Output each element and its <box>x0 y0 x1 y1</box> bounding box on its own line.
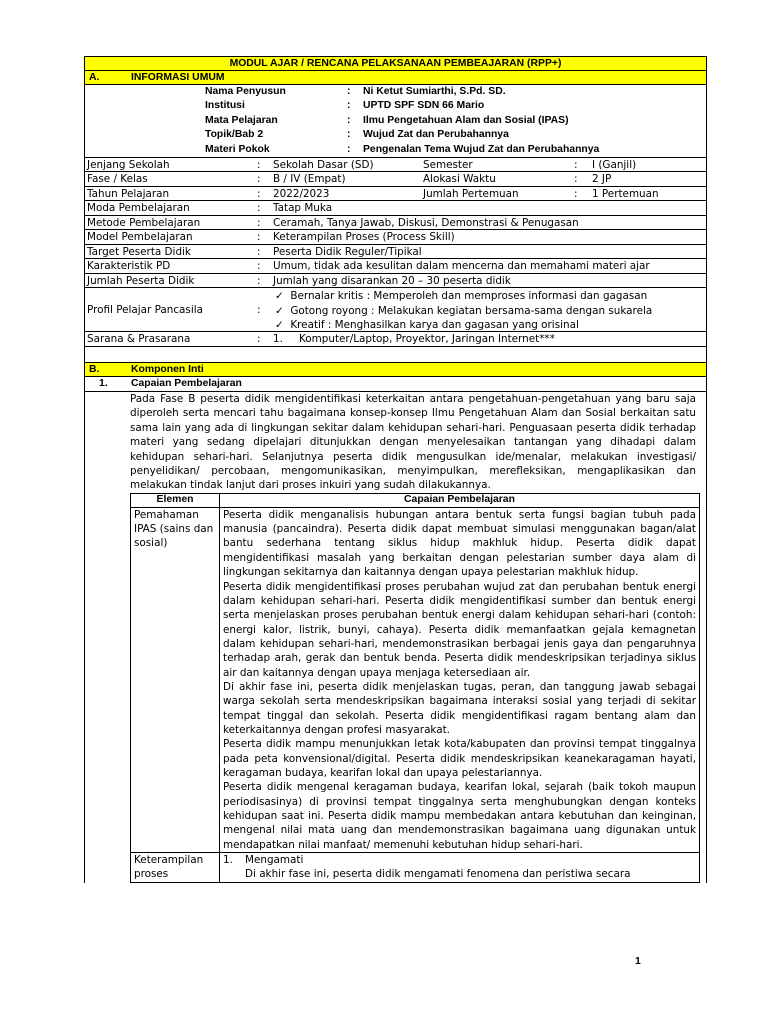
separator: : <box>257 216 261 229</box>
identity-key: Nama Penyusun <box>205 86 286 97</box>
table-row <box>131 507 700 852</box>
profil-item <box>273 289 706 303</box>
capaian-paragraph: Peserta didik mampu menunjukkan letak kota/kabupaten dan provinsi tempat tinggalnya pada peta konvensional/digital. Peserta didik mendeskripsikan keanekaragaman hayati, keragaman budaya, kearifan lokal dan upaya pelestariannya. <box>223 738 696 779</box>
info-key: Tahun Pelajaran <box>87 187 170 200</box>
separator: : <box>574 187 578 200</box>
identity-value: Ni Ketut Sumiarthi, S.Pd. SD. <box>363 86 506 97</box>
section-a-label: INFORMASI UMUM <box>131 72 225 83</box>
section-a-header <box>84 71 707 85</box>
capaian-cell <box>220 507 700 852</box>
identity-key: Institusi <box>205 100 245 112</box>
separator: : <box>257 231 261 244</box>
identity-row <box>85 128 706 142</box>
separator: : <box>347 114 351 126</box>
separator: : <box>257 158 261 171</box>
info-row <box>84 158 707 173</box>
info-value: Peserta Didik Reguler/Tipikal <box>273 245 422 258</box>
identity-key: Mata Pelajaran <box>205 114 278 126</box>
identity-value: Pengenalan Tema Wujud Zat dan Perubahannya <box>363 143 600 155</box>
column-header-elemen: Elemen <box>131 493 220 507</box>
spacer-row <box>84 347 707 363</box>
info-key: Fase / Kelas <box>87 173 148 186</box>
separator: : <box>347 86 351 97</box>
section-b-number: B. <box>89 363 100 375</box>
list-item <box>223 853 696 867</box>
info-key: Jumlah Pertemuan <box>423 187 519 200</box>
table-header-row <box>131 493 700 507</box>
profil-pelajar-row <box>84 288 707 332</box>
list-number: 1. <box>273 333 283 346</box>
separator: : <box>257 303 261 316</box>
list-number: 1. <box>223 854 233 867</box>
info-value: Sekolah Dasar (SD) <box>273 158 374 171</box>
separator: : <box>257 274 261 287</box>
capaian-paragraph: Peserta didik menganalisis hubungan antara bentuk serta fungsi bagian tubuh pada manusia (pancaindra). Peserta didik dapat membuat simulasi menggunakan bagan/alat bantu sederhana tentang siklus hidup makhluk hidup. Peserta didik dapat mengidentifikasi masalah yang berkaitan dengan pelestarian sumber daya alam di lingkungan sekitarnya dan kaitannya dengan upaya pelestarian makhluk hidup. <box>223 508 696 579</box>
info-value: Tatap Muka <box>273 202 333 215</box>
identity-block <box>84 85 707 158</box>
info-value: 2022/2023 <box>273 187 330 200</box>
info-row <box>84 201 707 216</box>
checkmark-icon: ✓ <box>275 290 284 303</box>
profil-text: Gotong royong : Melakukan kegiatan bersama-sama dengan sukarela <box>290 304 653 317</box>
capaian-table <box>130 493 700 883</box>
info-key: Alokasi Waktu <box>423 173 496 186</box>
info-key: Metode Pembelajaran <box>87 216 201 229</box>
profil-item <box>273 318 706 332</box>
elemen-cell: Keterampilan proses <box>131 853 220 883</box>
separator: : <box>574 158 578 171</box>
column-header-capaian: Capaian Pembelajaran <box>220 493 700 507</box>
separator: : <box>574 173 578 186</box>
info-key: Profil Pelajar Pancasila <box>87 303 203 316</box>
document <box>84 56 707 883</box>
section-a-number: A. <box>89 72 100 83</box>
identity-row <box>85 143 706 157</box>
separator: : <box>257 173 261 186</box>
identity-value: Ilmu Pengetahuan Alam dan Sosial (IPAS) <box>363 114 569 126</box>
info-key: Sarana & Prasarana <box>87 333 191 346</box>
elemen-cell: Pemahaman IPAS (sains dan sosial) <box>131 507 220 852</box>
info-value: Komputer/Laptop, Proyektor, Jaringan Internet*** <box>299 333 555 346</box>
identity-row <box>85 114 706 128</box>
section-b-header <box>84 363 707 377</box>
checkmark-icon: ✓ <box>275 319 284 332</box>
info-row <box>84 274 707 289</box>
capaian-body <box>84 392 707 883</box>
info-value: Ceramah, Tanya Jawab, Diskusi, Demonstrasi & Penugasan <box>273 216 579 229</box>
profil-item <box>273 304 706 318</box>
list-text: Di akhir fase ini, peserta didik mengamati fenomena dan peristiwa secara <box>245 868 631 881</box>
info-value: 2 JP <box>592 173 612 186</box>
info-key: Jumlah Peserta Didik <box>87 274 195 287</box>
document-title: MODUL AJAR / RENCANA PELAKSANAAN PEMBEAJARAN (RPP+) <box>84 57 707 71</box>
info-value: 1 Pertemuan <box>592 187 659 200</box>
separator: : <box>257 187 261 200</box>
list-label: Mengamati <box>245 854 304 867</box>
checkmark-icon: ✓ <box>275 304 284 317</box>
info-value: B / IV (Empat) <box>273 173 346 186</box>
section-b-label: Komponen Inti <box>131 363 204 375</box>
separator: : <box>347 143 351 155</box>
info-value: Keterampilan Proses (Process Skill) <box>273 231 455 244</box>
info-key: Model Pembelajaran <box>87 231 193 244</box>
identity-key: Materi Pokok <box>205 143 270 155</box>
info-row <box>84 216 707 231</box>
info-value: I (Ganjil) <box>592 158 637 171</box>
separator: : <box>257 245 261 258</box>
separator: : <box>347 100 351 112</box>
capaian-intro: Pada Fase B peserta didik mengidentifikasi keterkaitan antara pengetahuan-pengetahuan yang baru saja diperoleh serta mencari tahu bagaimana konsep-konsep Ilmu Pengetahuan Alam dan Sosial berkaitan satu sama lain yang ada di lingkungan sekitar dalam kehidupan sehari-hari. Penguasaan peserta didik terhadap materi yang sedang dipelajari ditunjukkan dengan menyelesaikan tantangan yang dihadapi dalam kehidupan sehari-hari. Selanjutnya peserta didik mengusulkan ide/menalar, melakukan investigasi/ penyelidikan/ percobaan, mengomunikasikan, menyimpulkan, merefleksikan, mengaplikasikan dan melakukan tindak lanjut dari proses inkuiri yang sudah dilakukannya. <box>130 392 696 492</box>
capaian-paragraph: Peserta didik mengidentifikasi proses perubahan wujud zat dan perubahan bentuk energi dalam kehidupan sehari-hari. Peserta didik mengidentifikasi sumber dan bentuk energi serta menjelaskan proses perubahan bentuk energi dalam kehidupan sehari-hari (contoh: energi kalor, listrik, bunyi, cahaya). Peserta didik memanfaatkan gejala kemagnetan dalam kehidupan sehari-hari, mendemonstrasikan berbagai jenis gaya dan pengaruhnya terhadap arah, gerak dan bentuk benda. Peserta didik mendeskripsikan terjadinya siklus air dan kaitannya dengan upaya menjaga ketersediaan air. <box>223 580 696 679</box>
info-row <box>84 332 707 347</box>
info-key: Semester <box>423 158 473 171</box>
identity-value: Wujud Zat dan Perubahannya <box>363 129 509 141</box>
identity-row <box>85 85 706 99</box>
table-row <box>131 853 700 883</box>
profil-text: Bernalar kritis : Memperoleh dan memproses informasi dan gagasan <box>290 290 648 303</box>
info-value: Umum, tidak ada kesulitan dalam mencerna dan memahami materi ajar <box>273 260 650 273</box>
info-row <box>84 172 707 187</box>
identity-row <box>85 99 706 113</box>
info-row <box>84 245 707 260</box>
info-row <box>84 187 707 202</box>
separator: : <box>257 202 261 215</box>
capaian-paragraph: Di akhir fase ini, peserta didik menjelaskan tugas, peran, dan tanggung jawab sebagai warga sekolah serta mendeskripsikan bagaimana interaksi sosial yang terjadi di sekitar tempat tinggal dan sekolah. Peserta didik mengidentifikasi ragam bentang alam dan keterkaitannya dengan profesi masyarakat. <box>223 680 696 736</box>
capaian-number: 1. <box>99 377 108 389</box>
info-value: Jumlah yang disarankan 20 – 30 peserta didik <box>273 274 511 287</box>
identity-key: Topik/Bab 2 <box>205 129 264 141</box>
separator: : <box>347 129 351 141</box>
identity-value: UPTD SPF SDN 66 Mario <box>363 100 485 112</box>
separator: : <box>257 260 261 273</box>
info-key: Moda Pembelajaran <box>87 202 190 215</box>
capaian-header <box>84 377 707 392</box>
info-row <box>84 230 707 245</box>
profil-text: Kreatif : Menghasilkan karya dan gagasan yang orisinal <box>290 319 579 332</box>
profil-list <box>273 288 706 331</box>
separator: : <box>257 333 261 346</box>
info-key: Karakteristik PD <box>87 260 171 273</box>
info-key: Target Peserta Didik <box>87 245 191 258</box>
page-number: 1 <box>635 956 641 967</box>
info-key: Jenjang Sekolah <box>87 158 170 171</box>
info-row <box>84 259 707 274</box>
capaian-paragraph: Peserta didik mengenal keragaman budaya, kearifan lokal, sejarah (baik tokoh maupun periodisasinya) di provinsi tempat tinggalnya serta menghubungkan dengan konteks kehidupan saat ini. Peserta didik mampu membedakan antara kebutuhan dan keinginan, mengenal nilai mata uang dan mendemonstrasikan bagaimana uang digunakan untuk mendapatkan nilai manfaat/ memenuhi kebutuhan hidup sehari-hari. <box>223 781 696 851</box>
capaian-label: Capaian Pembelajaran <box>131 377 242 389</box>
capaian-cell <box>220 853 700 883</box>
